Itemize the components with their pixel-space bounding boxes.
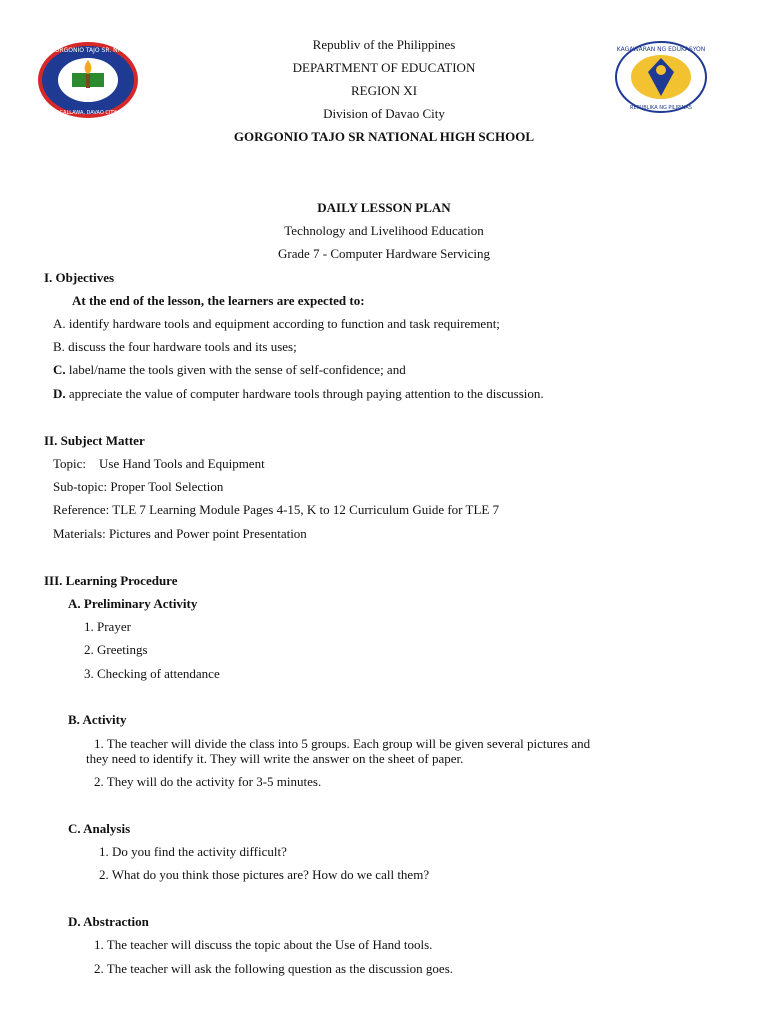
list-item: 1. Prayer bbox=[84, 619, 131, 634]
objective-item: A. identify hardware tools and equipment according to function and task requirement; bbox=[53, 316, 500, 331]
objective-item: D. appreciate the value of computer hardware tools through paying attention to the discussion. bbox=[53, 386, 544, 401]
analysis-item: 1. Do you find the activity difficult? bbox=[99, 844, 287, 859]
analysis-item: 2. What do you think those pictures are? How do we call them? bbox=[99, 867, 430, 882]
objective-item: B. discuss the four hardware tools and its uses; bbox=[53, 339, 297, 354]
svg-text:GORGONIO TAJO SR. NHS: GORGONIO TAJO SR. NHS bbox=[50, 47, 126, 54]
svg-text:KAGAWARAN NG EDUKASYON: KAGAWARAN NG EDUKASYON bbox=[616, 46, 706, 53]
objective-item: C. label/name the tools given with the sense of self-confidence; and bbox=[53, 362, 406, 377]
subject-matter-heading: II. Subject Matter bbox=[44, 433, 145, 448]
topic-line: Topic: Use Hand Tools and Equipment bbox=[53, 456, 265, 471]
republic-line: Republiv of the Philippines bbox=[312, 37, 456, 52]
procedure-heading: III. Learning Procedure bbox=[44, 573, 178, 588]
list-item: 2. Greetings bbox=[84, 642, 148, 657]
department-line: DEPARTMENT OF EDUCATION bbox=[292, 60, 476, 75]
objectives-intro: At the end of the lesson, the learners are expected to: bbox=[72, 293, 365, 308]
reference-line: Reference: TLE 7 Learning Module Pages 4-15, K to 12 Curriculum Guide for TLE 7 bbox=[53, 502, 500, 517]
lesson-plan-title: DAILY LESSON PLAN bbox=[317, 200, 451, 215]
objectives-heading: I. Objectives bbox=[44, 270, 115, 285]
svg-text:CALLAWA, DAVAO CITY: CALLAWA, DAVAO CITY bbox=[59, 110, 117, 116]
division-line: Division of Davao City bbox=[323, 106, 445, 121]
list-item: 3. Checking of attendance bbox=[84, 666, 220, 681]
preliminary-heading: A. Preliminary Activity bbox=[68, 596, 198, 611]
region-line: REGION XI bbox=[350, 83, 418, 98]
subtopic-line: Sub-topic: Proper Tool Selection bbox=[53, 479, 224, 494]
svg-text:REPUBLIKA NG PILIPINAS: REPUBLIKA NG PILIPINAS bbox=[630, 105, 692, 111]
abstraction-heading: D. Abstraction bbox=[68, 914, 149, 929]
abstraction-item: 1. The teacher will discuss the topic about the Use of Hand tools. bbox=[94, 937, 433, 952]
subject-line: Technology and Livelihood Education bbox=[284, 223, 484, 238]
activity-heading: B. Activity bbox=[68, 712, 127, 727]
grade-line: Grade 7 - Computer Hardware Servicing bbox=[278, 246, 490, 261]
activity-item: 2. They will do the activity for 3-5 minutes. bbox=[94, 774, 322, 789]
analysis-heading: C. Analysis bbox=[68, 821, 131, 836]
activity-item: 1. The teacher will divide the class into 5 groups. Each group will be given several pictures and bbox=[94, 736, 591, 751]
school-name: GORGONIO TAJO SR NATIONAL HIGH SCHOOL bbox=[233, 129, 535, 144]
materials-line: Materials: Pictures and Power point Presentation bbox=[53, 526, 307, 541]
abstraction-item: 2. The teacher will ask the following question as the discussion goes. bbox=[94, 961, 453, 976]
activity-item-continued: they need to identify it. They will write the answer on the sheet of paper. bbox=[86, 751, 464, 766]
